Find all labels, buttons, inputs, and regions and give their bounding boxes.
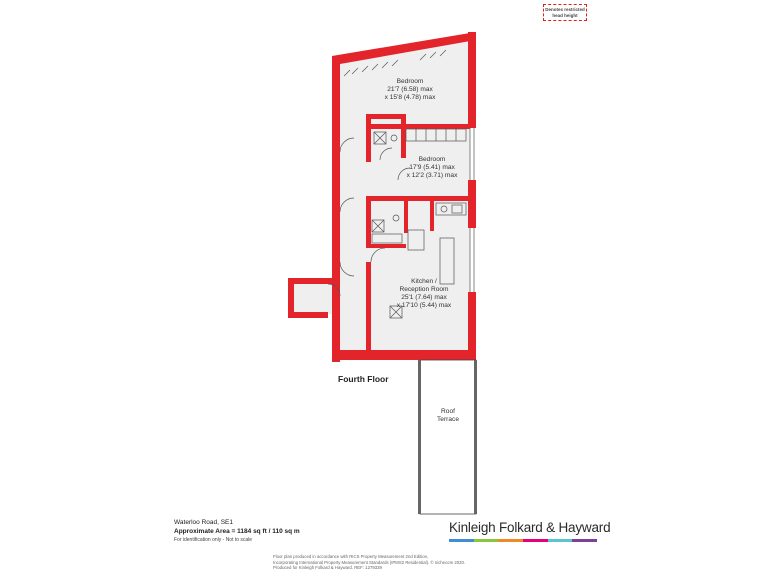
brand-color-segment bbox=[523, 539, 548, 542]
brand-logo-text: Kinleigh Folkard & Hayward bbox=[449, 520, 611, 535]
roof-terrace bbox=[418, 360, 477, 514]
footer-line: Incorporating International Property Measurement Standards (IPMS2 Residential). © nichecom 2020. bbox=[273, 559, 466, 565]
room-name: Roof bbox=[441, 408, 455, 415]
brand-color-segment bbox=[498, 539, 523, 542]
room-dimensions: x 15'8 (4.78) max bbox=[384, 94, 436, 101]
property-area: Approximate Area = 1184 sq ft / 110 sq m bbox=[174, 527, 300, 535]
floor-label: Fourth Floor bbox=[338, 374, 389, 384]
brand-color-segment bbox=[449, 539, 474, 542]
room-name: Bedroom bbox=[396, 78, 424, 85]
room-dimensions: x 12'2 (3.71) max bbox=[406, 172, 458, 179]
room-kitchen-reception bbox=[384, 278, 464, 310]
brand-color-segment bbox=[474, 539, 499, 542]
legend-text: Denotes restricted head height bbox=[545, 7, 585, 18]
room-dimensions: 17'9 (5.41) max bbox=[409, 164, 455, 171]
room-name: Reception Room bbox=[399, 286, 449, 293]
room-dimensions: 25'1 (7.64) max bbox=[401, 294, 447, 301]
property-address: Waterloo Road, SE1 bbox=[174, 519, 234, 526]
room-dimensions: x 17'10 (5.44) max bbox=[396, 302, 452, 309]
restricted-height-legend bbox=[543, 4, 587, 21]
footer-notes bbox=[273, 554, 553, 571]
property-note: For identification only - Not to scale bbox=[174, 537, 253, 543]
room-roof-terrace bbox=[422, 408, 474, 424]
room-name: Bedroom bbox=[418, 156, 446, 163]
brand-color-segment bbox=[572, 539, 597, 542]
room-name: Terrace bbox=[437, 416, 459, 423]
footer-line: Produced for Kinleigh Folkard & Hayward. REF: 1279339 bbox=[273, 565, 382, 571]
room-bedroom-2 bbox=[392, 156, 472, 180]
room-name: Kitchen / bbox=[411, 278, 437, 285]
brand-color-segment bbox=[548, 539, 573, 542]
room-bedroom-1 bbox=[370, 78, 450, 102]
room-dimensions: 21'7 (6.58) max bbox=[387, 86, 433, 93]
property-details bbox=[174, 519, 300, 545]
footer-line: Floor plan produced in accordance with RICS Property Measurement 2nd Edition, bbox=[273, 554, 429, 559]
